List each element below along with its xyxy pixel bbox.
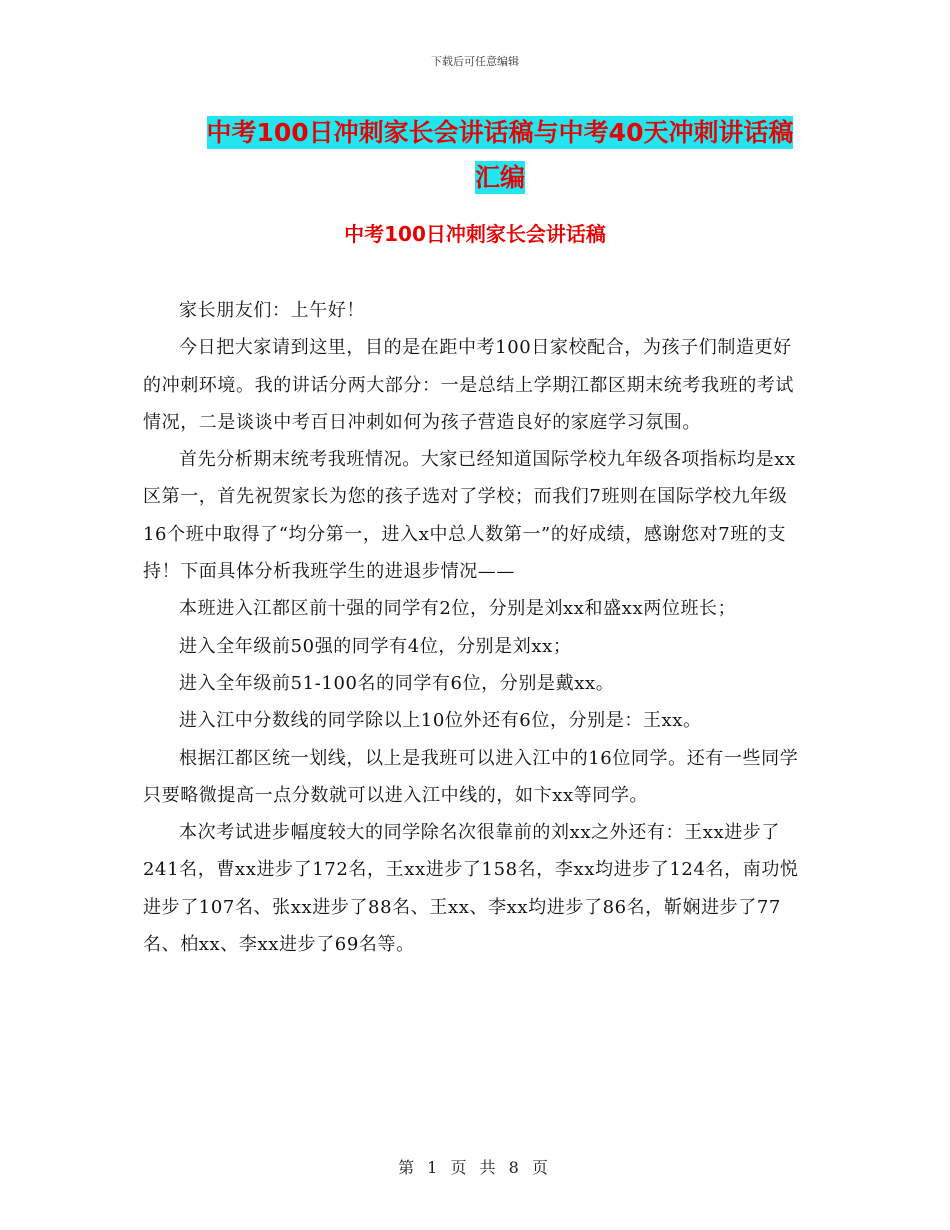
paragraph-progress: 本次考试进步幅度较大的同学除名次很靠前的刘xx之外还有：王xx进步了241名，曹xx进步了172名，王xx进步了158名，李xx均进步了124名，南功悦进步了107名、张xx进步了88名、王xx、李xx均进步了86名，靳娴进步了77名、柏xx、李xx进步了69名等。 (143, 822, 799, 956)
page-number: 第 1 页 共 8 页 (398, 1158, 552, 1177)
header-note: 下载后可任意编辑 (431, 55, 519, 68)
paragraph-greeting: 家长朋友们：上午好！ (179, 300, 365, 321)
paragraph-intro: 今日把大家请到这里，目的是在距中考100日家校配合，为孩子们制造更好的冲刺环境。我的讲话分两大部分：一是总结上学期江都区期末统考我班的考试情况，二是谈谈中考百日冲刺如何为孩子营造良好的家庭学习氛围。 (143, 337, 794, 433)
document-title (140, 110, 860, 200)
document-title-line-1: 中考100日冲刺家长会讲话稿与中考40天冲刺讲话稿 (206, 118, 794, 147)
paragraph-unified-line: 根据江都区统一划线，以上是我班可以进入江中的16位同学。还有一些同学只要略微提高一点分数就可以进入江中线的，如卞xx等同学。 (143, 747, 799, 806)
section-title: 中考100日冲刺家长会讲话稿 (344, 222, 606, 246)
paragraph-top-fifty: 进入全年级前50强的同学有4位，分别是刘xx； (179, 635, 572, 657)
document-title-line-2: 汇编 (474, 163, 525, 192)
body-text (143, 292, 803, 963)
paragraph-score-line: 进入江中分数线的同学除以上10位外还有6位，分别是：王xx。 (179, 710, 702, 732)
paragraph-top-ten: 本班进入江都区前十强的同学有2位，分别是刘xx和盛xx两位班长； (179, 598, 737, 620)
paragraph-top-hundred: 进入全年级前51-100名的同学有6位，分别是戴xx。 (179, 672, 615, 694)
paragraph-analysis: 首先分析期末统考我班情况。大家已经知道国际学校九年级各项指标均是xx区第一，首先祝贺家长为您的孩子选对了学校；而我们7班则在国际学校九年级16个班中取得了“均分第一，进入x中总人数第一”的好成绩，感谢您对7班的支持！下面具体分析我班学生的进退步情况—— (143, 449, 796, 583)
